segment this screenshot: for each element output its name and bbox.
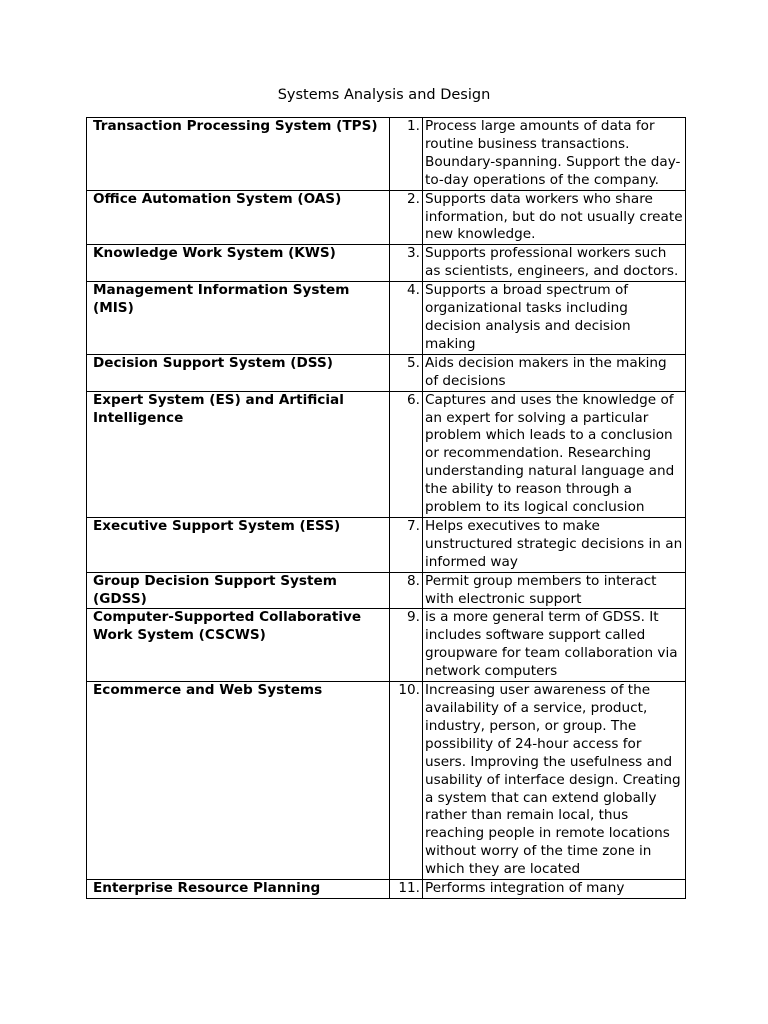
- system-name: Ecommerce and Web Systems: [87, 682, 390, 880]
- table-row: [87, 190, 686, 245]
- item-number: 4.: [390, 282, 423, 355]
- system-name: Knowledge Work System (KWS): [87, 245, 390, 282]
- system-description: Captures and uses the knowledge of an expert for solving a particular problem which leads to a conclusion or recommendation. Researching understanding natural language and the ability to reason through a problem to its logical conclusion: [423, 391, 686, 517]
- system-name: Computer-Supported Collaborative Work System (CSCWS): [87, 609, 390, 682]
- system-description: is a more general term of GDSS. It includes software support called groupware for team collaboration via network computers: [423, 609, 686, 682]
- system-description: Permit group members to interact with electronic support: [423, 572, 686, 609]
- item-number: 3.: [390, 245, 423, 282]
- system-name: Group Decision Support System (GDSS): [87, 572, 390, 609]
- system-description: Supports professional workers such as scientists, engineers, and doctors.: [423, 245, 686, 282]
- item-number: 1.: [390, 118, 423, 191]
- document-title: Systems Analysis and Design: [277, 87, 491, 103]
- item-number: 5.: [390, 354, 423, 391]
- table-row: [87, 880, 686, 899]
- systems-table: [86, 117, 686, 899]
- item-number: 2.: [390, 190, 423, 245]
- item-number: 11.: [390, 880, 423, 899]
- system-description: Process large amounts of data for routine business transactions. Boundary-spanning. Support the day-to-day operations of the company.: [423, 118, 686, 191]
- system-description: Helps executives to make unstructured strategic decisions in an informed way: [423, 517, 686, 572]
- item-number: 7.: [390, 517, 423, 572]
- system-name: Decision Support System (DSS): [87, 354, 390, 391]
- table-row: [87, 391, 686, 517]
- system-description: Increasing user awareness of the availability of a service, product, industry, person, or group. The possibility of 24-hour access for users. Improving the usefulness and usability of interface design. Creating a system that can extend globally rather than remain local, thus reaching people in remote locations without worry of the time zone in which they are located: [423, 682, 686, 880]
- table-row: [87, 245, 686, 282]
- table-row: [87, 682, 686, 880]
- table-row: [87, 118, 686, 191]
- system-name: Management Information System (MIS): [87, 282, 390, 355]
- system-description: Performs integration of many: [423, 880, 686, 899]
- table-row: [87, 517, 686, 572]
- system-name: Executive Support System (ESS): [87, 517, 390, 572]
- system-description: Supports a broad spectrum of organizational tasks including decision analysis and decision making: [423, 282, 686, 355]
- table-row: [87, 572, 686, 609]
- item-number: 6.: [390, 391, 423, 517]
- system-name: Transaction Processing System (TPS): [87, 118, 390, 191]
- item-number: 9.: [390, 609, 423, 682]
- system-name: Expert System (ES) and Artificial Intelligence: [87, 391, 390, 517]
- table-row: [87, 354, 686, 391]
- system-name: Office Automation System (OAS): [87, 190, 390, 245]
- item-number: 8.: [390, 572, 423, 609]
- item-number: 10.: [390, 682, 423, 880]
- table-row: [87, 609, 686, 682]
- system-description: Supports data workers who share information, but do not usually create new knowledge.: [423, 190, 686, 245]
- table-row: [87, 282, 686, 355]
- system-description: Aids decision makers in the making of decisions: [423, 354, 686, 391]
- system-name: Enterprise Resource Planning: [87, 880, 390, 899]
